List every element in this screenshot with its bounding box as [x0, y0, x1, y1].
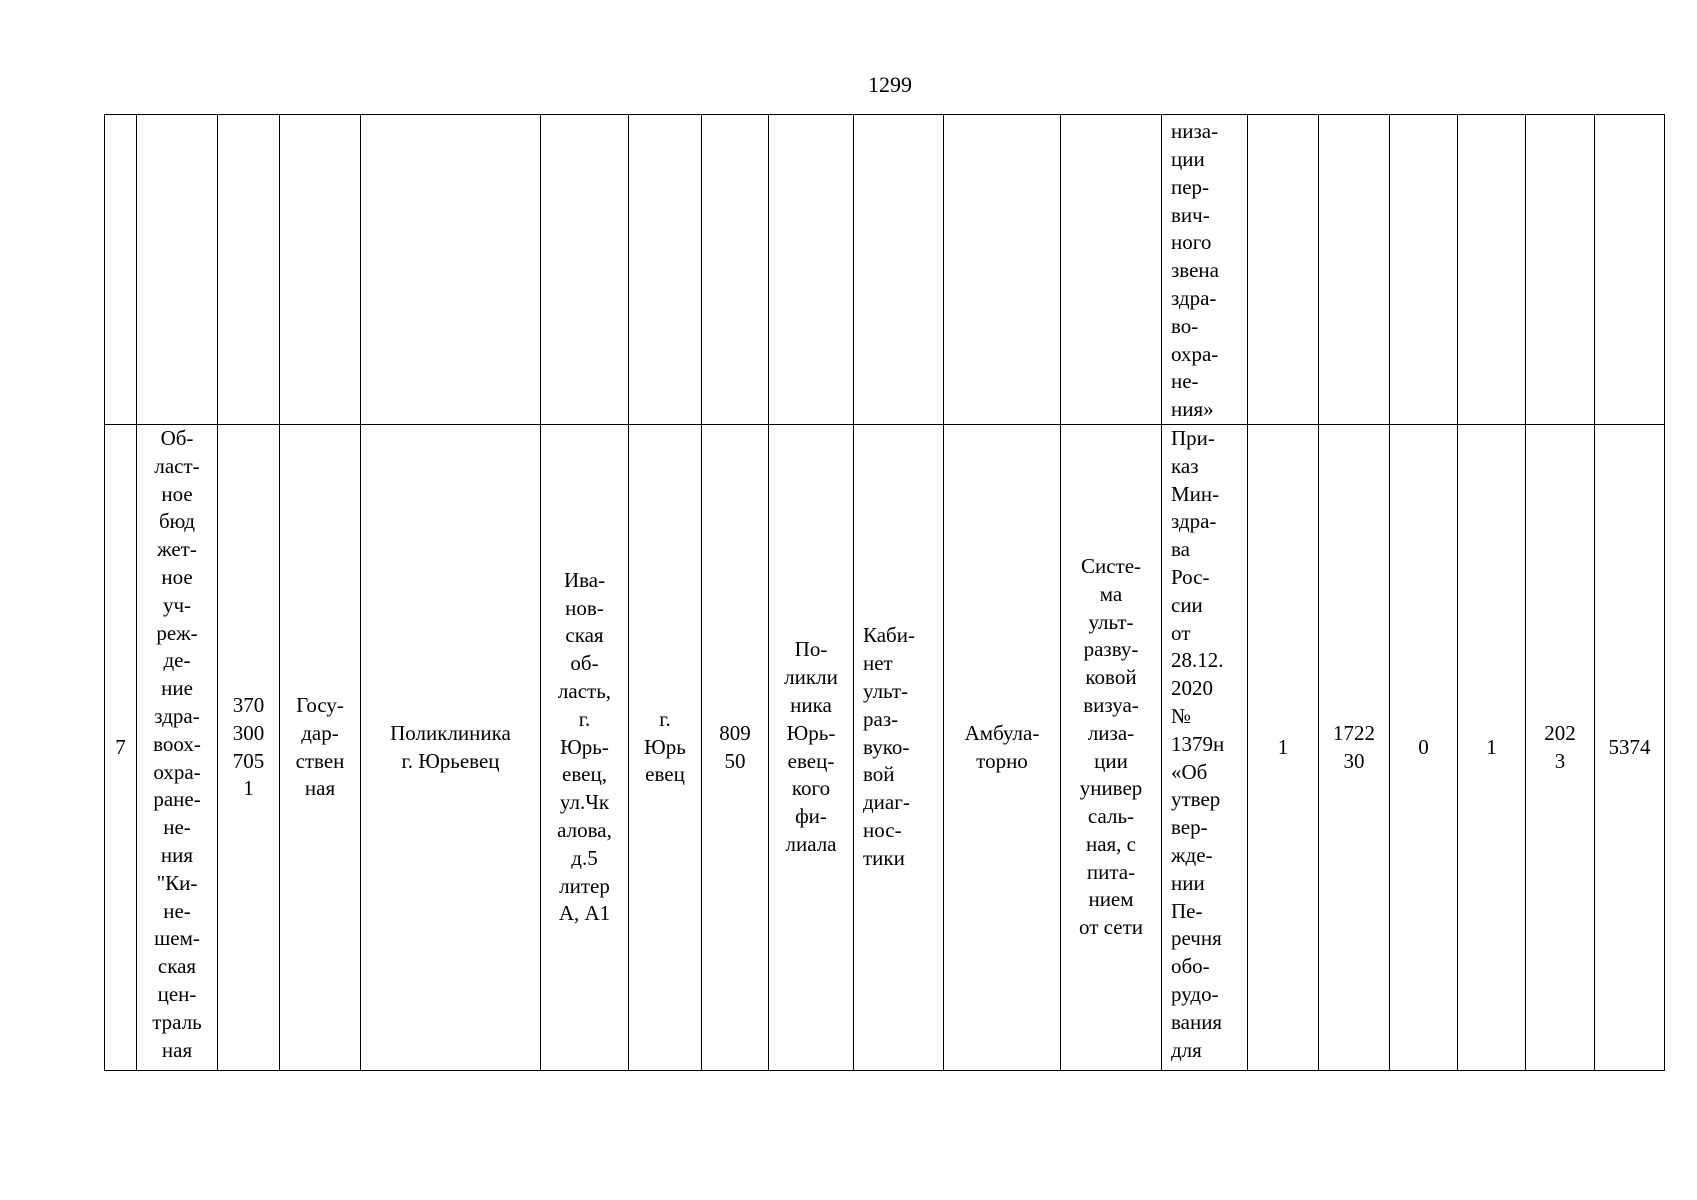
text-line: уч-: [162, 592, 192, 617]
text-line: 2020: [1171, 676, 1213, 701]
text-line: об-: [570, 651, 599, 676]
one-cell: [1458, 425, 1526, 1071]
text-line: нов-: [565, 595, 604, 620]
text-line: При-: [1171, 426, 1215, 450]
text-line: звена: [1171, 258, 1219, 283]
text-line: вания: [1171, 1009, 1223, 1034]
cell-empty: [280, 115, 361, 425]
page-number: 1299: [868, 72, 912, 97]
text-line: Ива-: [563, 567, 606, 592]
text-line: вуко-: [863, 734, 910, 759]
cell-empty: [944, 115, 1061, 425]
amount-cell: [1595, 425, 1665, 1071]
legal-basis: [1171, 425, 1245, 1064]
text-line: обо-: [1171, 954, 1210, 979]
locality-cell: [629, 425, 702, 1071]
text-line: №: [1171, 703, 1192, 728]
text-line: охра-: [1171, 341, 1219, 366]
text-line: Об-: [160, 426, 194, 450]
text-line: тики: [863, 845, 905, 870]
text-line: литер: [559, 873, 610, 898]
text-line: ная, с: [1085, 831, 1137, 856]
cell-empty: [1458, 115, 1526, 425]
text-line: не-: [1171, 369, 1199, 394]
row-number: 7: [115, 734, 126, 759]
text-line: вой: [863, 762, 895, 787]
text-line: лиала: [785, 831, 837, 856]
text-line: саль-: [1087, 804, 1135, 829]
text-line: 202: [1544, 720, 1576, 745]
value-one: 1: [1486, 734, 1497, 759]
text-line: 1: [243, 776, 254, 801]
text-line: Юрь-: [786, 720, 836, 745]
year-value: [1528, 720, 1592, 776]
text-line: г.: [659, 706, 671, 731]
text-line: ние: [161, 676, 193, 701]
organization-cell: [137, 425, 218, 1071]
text-line: ного: [1171, 230, 1212, 255]
text-line: нии: [1171, 870, 1205, 895]
population-cell: [702, 425, 769, 1071]
text-line: 50: [724, 748, 746, 773]
text-line: Мин-: [1171, 481, 1220, 506]
text-line: А, А1: [558, 901, 611, 926]
text-line: диаг-: [863, 790, 910, 815]
table-row-continued: [105, 115, 1665, 425]
cell-empty: [105, 115, 137, 425]
text-line: евец: [645, 762, 685, 787]
text-line: Пе-: [1171, 898, 1203, 923]
equipment-code: [1321, 720, 1387, 776]
text-line: ская: [157, 954, 197, 979]
text-line: 705: [232, 748, 265, 773]
subdivision-cell: [769, 425, 854, 1071]
legal-basis-tail-cell: [1162, 115, 1248, 425]
year-cell: [1526, 425, 1595, 1071]
text-line: пер-: [1171, 174, 1210, 199]
text-line: шем-: [154, 926, 200, 951]
cell-empty: [1319, 115, 1390, 425]
text-line: Юрь-: [560, 734, 609, 759]
equipment-name: [1063, 553, 1159, 942]
text-line: Систе-: [1080, 553, 1142, 578]
text-line: ская: [565, 623, 604, 648]
row-number-cell: [105, 425, 137, 1071]
text-line: речня: [1171, 926, 1222, 951]
text-line: ласт-: [154, 453, 200, 478]
text-line: «Об: [1171, 759, 1208, 784]
text-line: ковой: [1085, 665, 1137, 690]
quantity: 1: [1277, 734, 1289, 759]
text-line: Амбула-: [964, 720, 1040, 745]
cell-empty: [218, 115, 280, 425]
text-line: ции: [1171, 147, 1205, 172]
legal-basis-cell: [1162, 425, 1248, 1071]
cell-empty: [137, 115, 218, 425]
text-line: сии: [1171, 592, 1203, 617]
text-line: для: [1171, 1037, 1202, 1062]
text-line: кого: [791, 776, 831, 801]
text-line: воох-: [153, 731, 201, 756]
text-line: Юрь: [644, 734, 686, 759]
text-line: рудо-: [1171, 981, 1219, 1006]
organization-name: [139, 425, 215, 1064]
text-line: торно: [976, 748, 1028, 773]
text-line: евец-: [787, 748, 835, 773]
text-line: По-: [794, 637, 828, 662]
text-line: нием: [1088, 887, 1134, 912]
text-line: универ: [1079, 776, 1143, 801]
text-line: 1722: [1333, 720, 1375, 745]
cell-empty: [629, 115, 702, 425]
cell-empty: [769, 115, 854, 425]
facility-cell: [361, 425, 541, 1071]
text-line: ствен: [295, 748, 345, 773]
text-line: "Ки-: [156, 870, 198, 895]
text-line: дар-: [301, 720, 339, 745]
text-line: 370: [232, 692, 265, 717]
text-line: фи-: [795, 804, 827, 829]
text-line: 300: [232, 720, 265, 745]
subdivision-name: [771, 636, 851, 858]
cell-empty: [361, 115, 541, 425]
text-line: нет: [863, 651, 893, 676]
text-line: от: [1171, 620, 1191, 645]
text-line: ульт-: [1088, 609, 1134, 634]
cell-empty: [854, 115, 944, 425]
text-line: ции: [1094, 748, 1128, 773]
text-line: вич-: [1171, 202, 1210, 227]
text-line: ласть,: [557, 679, 612, 703]
text-line: лиза-: [1087, 720, 1135, 745]
text-line: не-: [163, 815, 191, 840]
text-line: разву-: [1083, 637, 1139, 662]
text-line: ния: [160, 842, 194, 867]
text-line: г. Юрьевец: [401, 748, 500, 773]
address-cell: [541, 425, 629, 1071]
text-line: Каби-: [863, 623, 915, 648]
text-line: низа-: [1171, 119, 1219, 144]
text-line: здра-: [154, 703, 200, 728]
text-line: ране-: [153, 787, 201, 812]
care-type-cell: [944, 425, 1061, 1071]
text-line: ное: [161, 564, 193, 589]
text-line: здра-: [1171, 509, 1217, 534]
amount-value: 5374: [1608, 734, 1651, 759]
code-cell: [218, 425, 280, 1071]
text-line: ма: [1099, 581, 1123, 606]
text-line: траль: [152, 1009, 202, 1034]
text-line: г.: [578, 706, 591, 731]
equipment-table: [104, 114, 1665, 1071]
org-code: [220, 692, 277, 803]
text-line: 28.12.: [1171, 648, 1224, 673]
text-line: евец,: [562, 762, 607, 787]
text-line: ная: [304, 776, 336, 801]
text-line: нос-: [863, 817, 902, 842]
room-name: [863, 622, 941, 872]
text-line: реж-: [156, 620, 198, 645]
cell-empty: [1248, 115, 1319, 425]
cell-empty: [1061, 115, 1162, 425]
care-type: [946, 720, 1058, 776]
facility-address: [543, 567, 626, 928]
locality: [631, 706, 699, 789]
cell-empty: [1595, 115, 1665, 425]
text-line: Госу-: [296, 692, 344, 717]
text-line: 1379н: [1171, 731, 1225, 756]
text-line: бюд: [159, 509, 195, 534]
text-line: де-: [163, 648, 191, 673]
text-line: жде-: [1171, 842, 1213, 867]
text-line: утвер: [1171, 787, 1221, 812]
text-line: алова,: [557, 817, 612, 842]
ownership-form: [282, 692, 358, 803]
cell-empty: [702, 115, 769, 425]
text-line: вер-: [1171, 815, 1208, 840]
cell-empty: [1390, 115, 1458, 425]
text-line: ная: [161, 1037, 193, 1062]
text-line: каз: [1171, 453, 1199, 478]
text-line: 30: [1343, 748, 1365, 773]
text-line: визуа-: [1083, 692, 1139, 717]
text-line: ул.Чк: [559, 790, 610, 815]
text-line: охра-: [153, 759, 201, 784]
code2-cell: [1319, 425, 1390, 1071]
population-value: [704, 720, 766, 776]
text-line: ульт-: [863, 679, 909, 703]
text-line: 809: [719, 720, 751, 745]
text-line: ника: [790, 692, 832, 717]
facility-name: [363, 720, 538, 776]
text-line: не-: [163, 898, 191, 923]
legal-basis-tail: [1171, 118, 1245, 424]
text-line: Рос-: [1171, 564, 1210, 589]
text-line: ное: [161, 481, 193, 506]
text-line: ва: [1171, 537, 1190, 562]
text-line: д.5: [571, 845, 598, 870]
text-line: жет-: [157, 537, 197, 562]
text-line: Поликлиника: [390, 720, 511, 745]
text-line: во-: [1171, 313, 1199, 338]
qty-cell: [1248, 425, 1319, 1071]
zero-cell: [1390, 425, 1458, 1071]
text-line: ликли: [784, 665, 838, 690]
room-cell: [854, 425, 944, 1071]
text-line: ния»: [1171, 397, 1214, 422]
ownership-cell: [280, 425, 361, 1071]
cell-empty: [541, 115, 629, 425]
table-row-7: [105, 425, 1665, 1071]
text-line: раз-: [863, 706, 899, 731]
equipment-cell: [1061, 425, 1162, 1071]
text-line: пита-: [1086, 859, 1136, 884]
text-line: здра-: [1171, 286, 1217, 311]
text-line: цен-: [157, 981, 197, 1006]
cell-empty: [1526, 115, 1595, 425]
text-line: от сети: [1079, 915, 1143, 940]
value-zero: 0: [1418, 734, 1429, 759]
text-line: 3: [1554, 748, 1566, 773]
